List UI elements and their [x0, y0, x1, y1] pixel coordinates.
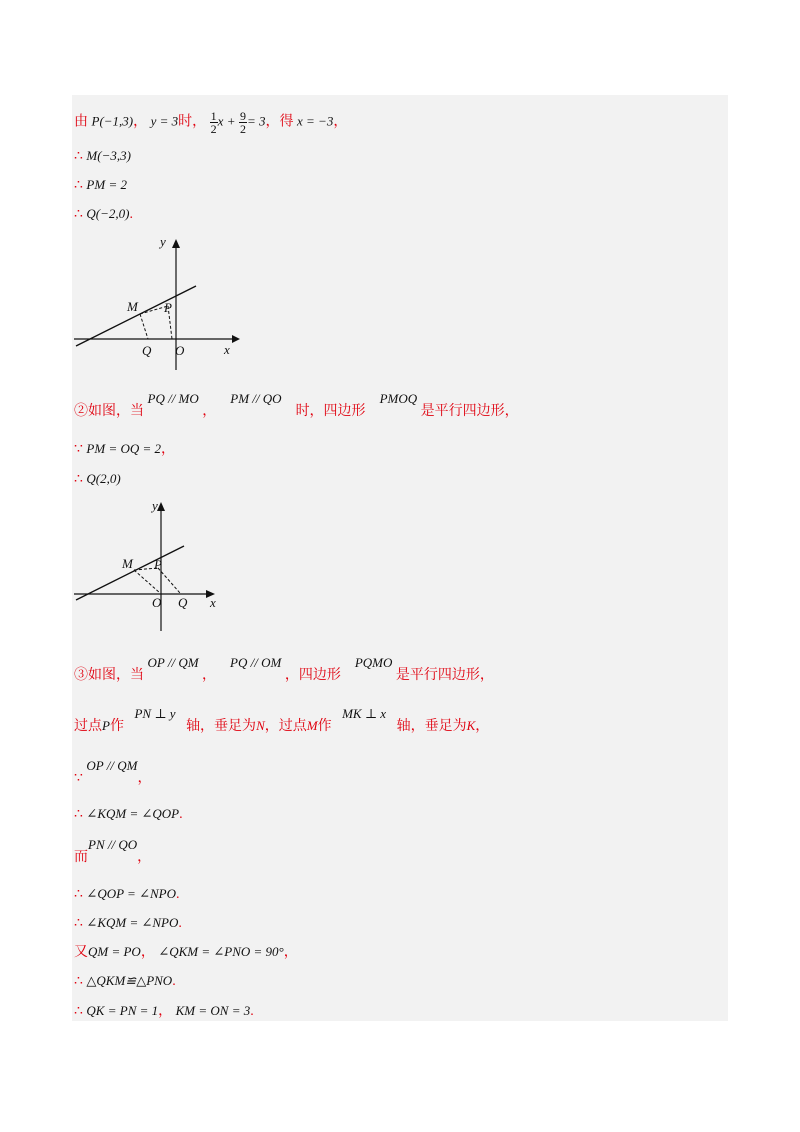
- figure-1-coordinate-diagram: [72, 232, 242, 378]
- therefore-symbol: ∴: [74, 974, 83, 989]
- because-symbol: ∵: [74, 442, 83, 457]
- therefore-symbol: ∴: [74, 887, 83, 902]
- math-condition: MK ⊥ x: [342, 706, 387, 721]
- text: ，得: [265, 114, 294, 130]
- math-point-p: P(−1,3): [91, 113, 134, 129]
- math-result: x = −3: [297, 113, 334, 129]
- solution-line-9: [74, 706, 490, 735]
- text: ，: [283, 945, 298, 960]
- fraction-half: $\frac{1}{2}$: [210, 109, 217, 136]
- therefore-symbol: ∴: [74, 149, 83, 164]
- text: ，: [333, 114, 348, 130]
- math-point: K: [466, 718, 476, 733]
- text: 而: [74, 850, 88, 865]
- label-y: y: [152, 498, 158, 513]
- therefore-symbol: ∴: [74, 1004, 83, 1019]
- label-y: y: [160, 234, 166, 249]
- math-expression: ∠QOP = ∠NPO: [86, 886, 176, 901]
- text: 作: [109, 719, 124, 734]
- text: 时，: [178, 114, 207, 130]
- math-expression: OP // QM: [86, 758, 138, 773]
- math-expression: KM = ON = 3: [175, 1003, 251, 1018]
- text: 又: [74, 945, 88, 960]
- math-term: = 3: [246, 113, 266, 129]
- text: .: [175, 887, 180, 902]
- math-condition: PQ // OM: [230, 655, 282, 670]
- text: ，: [137, 850, 152, 865]
- solution-line-14: [74, 915, 182, 932]
- text: .: [129, 207, 133, 222]
- text: 由: [74, 114, 88, 130]
- math-expression: PN // QO: [88, 837, 138, 852]
- label-p: P: [154, 557, 162, 572]
- math-expression: Q(−2,0): [86, 206, 130, 221]
- solution-line-15: [74, 944, 298, 961]
- label-o: O: [152, 595, 162, 610]
- label-p: P: [164, 300, 172, 315]
- solution-line-17: [74, 1003, 254, 1020]
- math-expression: PM = 2: [86, 177, 127, 192]
- therefore-symbol: ∴: [74, 472, 83, 487]
- text: ，: [140, 945, 155, 960]
- label-x: x: [210, 595, 216, 610]
- math-expression: M(−3,3): [86, 148, 131, 163]
- math-point: N: [256, 718, 265, 733]
- text: ，: [202, 404, 217, 419]
- label-x: x: [224, 342, 230, 357]
- solution-line-3: [74, 177, 127, 194]
- text: ，四边形: [284, 668, 341, 683]
- text: ，过点: [264, 719, 307, 734]
- therefore-symbol: ∴: [74, 207, 83, 222]
- text: .: [179, 807, 183, 822]
- math-expression: PM = OQ = 2: [86, 441, 162, 456]
- text: 过点: [74, 719, 102, 734]
- text: .: [178, 916, 182, 931]
- solution-line-4: [74, 206, 133, 223]
- text: ，: [475, 719, 490, 734]
- solution-line-1: [74, 110, 347, 135]
- solution-line-2: [74, 148, 131, 165]
- math-expression: ∠KQM = ∠NPO: [86, 915, 179, 930]
- solution-line-5: [74, 391, 519, 420]
- text: 是平行四边形，: [420, 404, 519, 419]
- math-equation: y = 3: [150, 113, 179, 129]
- text: ，: [137, 771, 152, 786]
- therefore-symbol: ∴: [74, 178, 83, 193]
- text: 轴，垂足为: [396, 719, 467, 734]
- label-o: O: [175, 343, 185, 358]
- math-expression: △QKM≌△PNO: [86, 973, 173, 988]
- math-condition: PM // QO: [230, 391, 282, 406]
- segment-mo: [134, 570, 160, 593]
- math-condition: PQ // MO: [147, 391, 199, 406]
- linear-function-line: [76, 546, 184, 600]
- x-axis-arrow-icon: [232, 335, 240, 343]
- math-point: M: [306, 718, 318, 733]
- solution-line-11: [74, 806, 183, 823]
- math-quadrilateral: PQMO: [354, 655, 393, 670]
- figure-2-coordinate-diagram: [72, 497, 232, 637]
- math-expression: QK = PN = 1: [86, 1003, 159, 1018]
- text: ，: [202, 668, 217, 683]
- text: .: [172, 974, 176, 989]
- label-q: Q: [142, 343, 152, 358]
- math-condition: PN ⊥ y: [134, 706, 176, 721]
- y-axis-arrow-icon: [172, 239, 180, 248]
- solution-line-13: [74, 886, 179, 903]
- therefore-symbol: ∴: [74, 807, 83, 822]
- label-m: M: [127, 299, 138, 314]
- linear-function-line: [76, 286, 196, 346]
- text: 作: [317, 719, 332, 734]
- math-expression: Q(2,0): [86, 471, 121, 486]
- solution-line-10: [74, 758, 152, 787]
- text: ，: [158, 1004, 173, 1019]
- segment-mq: [140, 314, 148, 339]
- math-point: P: [102, 718, 110, 733]
- solution-line-16: [74, 973, 176, 990]
- text: ，: [161, 442, 176, 457]
- solution-line-7: [74, 471, 121, 488]
- text: ③如图，当: [74, 668, 144, 683]
- math-expression: ∠KQM = ∠QOP: [86, 806, 180, 821]
- because-symbol: ∵: [74, 771, 83, 786]
- solution-line-8: [74, 655, 494, 684]
- text: 轴，垂足为: [186, 719, 257, 734]
- y-axis-arrow-icon: [157, 502, 165, 511]
- text: .: [250, 1004, 254, 1019]
- label-q: Q: [178, 595, 188, 610]
- text: ，: [133, 114, 148, 130]
- text: 时，四边形: [295, 404, 366, 419]
- label-m: M: [122, 556, 133, 571]
- math-quadrilateral: PMOQ: [379, 391, 418, 406]
- text: 是平行四边形，: [395, 668, 494, 683]
- math-expression: QM = PO: [88, 944, 141, 959]
- solution-line-6: [74, 441, 175, 458]
- math-expression: ∠QKM = ∠PNO = 90°: [158, 944, 284, 959]
- text: ②如图，当: [74, 404, 144, 419]
- therefore-symbol: ∴: [74, 916, 83, 931]
- fraction-nine-halves: $\frac{9}{2}$: [239, 109, 246, 136]
- solution-line-12: [74, 837, 152, 866]
- math-term: x +: [217, 113, 236, 129]
- math-condition: OP // QM: [147, 655, 199, 670]
